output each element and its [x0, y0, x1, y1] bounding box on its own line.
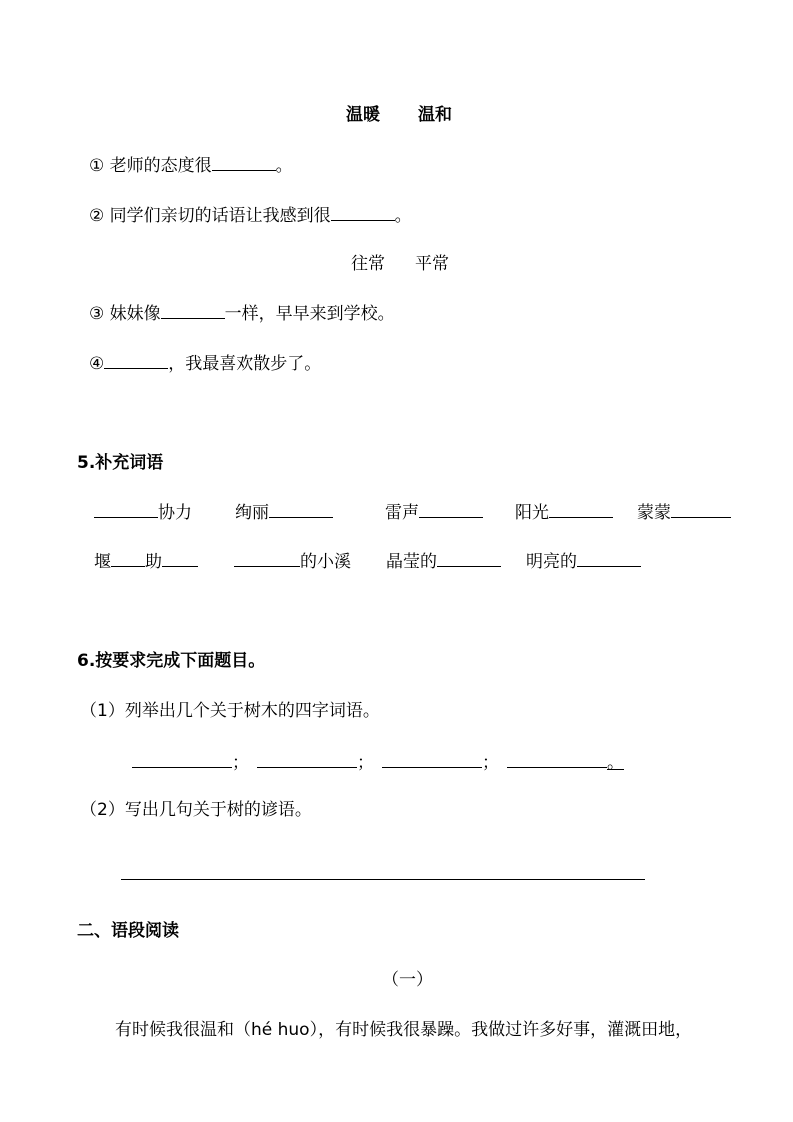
- separator: ；: [482, 753, 499, 773]
- item-text: 一样，早早来到学校。: [224, 304, 395, 324]
- part-2-title: 二、语段阅读: [77, 921, 179, 941]
- item-number: ④: [89, 354, 105, 374]
- word-text: 晶莹的: [386, 552, 437, 572]
- word-item: [234, 550, 351, 574]
- answer-blank[interactable]: [212, 154, 276, 171]
- answer-blank[interactable]: [234, 550, 300, 567]
- word-option: 温和: [418, 105, 452, 125]
- item-number: ③: [89, 304, 105, 324]
- word-text: 阳光: [515, 503, 549, 523]
- answer-blank[interactable]: [577, 550, 641, 567]
- answer-blank[interactable]: [549, 501, 613, 518]
- word-item: [385, 501, 483, 525]
- answer-blank[interactable]: [331, 204, 395, 221]
- answer-blank[interactable]: [419, 501, 483, 518]
- word-text: 的小溪: [300, 552, 351, 572]
- passage-subtitle: （一）: [382, 970, 433, 990]
- fill-item-3: [89, 302, 395, 326]
- section-6-title: 6.按要求完成下面题目。: [77, 651, 266, 671]
- word-text: 堰: [94, 552, 111, 572]
- item-text: 。: [275, 156, 293, 176]
- word-choice-row-2: [351, 252, 449, 276]
- answer-row-q1: [132, 751, 624, 775]
- word-option: 温暖: [346, 105, 380, 125]
- answer-blank[interactable]: [162, 550, 198, 567]
- answer-blank[interactable]: [257, 751, 357, 768]
- word-text: 蒙蒙: [637, 503, 671, 523]
- word-item: [235, 501, 333, 525]
- answer-blank[interactable]: [269, 501, 333, 518]
- section-5-title: 5.补充词语: [77, 453, 164, 473]
- item-text: 同学们亲切的话语让我感到很: [109, 206, 331, 226]
- word-item: [515, 501, 613, 525]
- word-option: 往常: [351, 254, 385, 274]
- word-text: 明亮的: [526, 552, 577, 572]
- word-text: 助: [145, 552, 162, 572]
- word-text: 雷声: [385, 503, 419, 523]
- item-number: ②: [89, 206, 105, 226]
- item-text: ，我最喜欢散步了。: [168, 354, 322, 374]
- separator: ；: [357, 753, 374, 773]
- word-text: 协力: [158, 503, 192, 523]
- separator: ；: [232, 753, 249, 773]
- item-text: 老师的态度很: [109, 156, 212, 176]
- answer-blank[interactable]: [507, 751, 607, 768]
- word-option: 平常: [415, 254, 449, 274]
- word-item: [526, 550, 641, 574]
- fill-item-1: [89, 154, 293, 178]
- item-number: ①: [89, 156, 105, 176]
- item-text: 妹妹像: [109, 304, 161, 324]
- answer-blank[interactable]: [382, 751, 482, 768]
- answer-blank[interactable]: [161, 302, 225, 319]
- word-item: [94, 550, 198, 574]
- item-text: 。: [394, 206, 412, 226]
- fill-item-2: [89, 204, 412, 228]
- word-choice-row-1: [346, 103, 452, 127]
- answer-blank[interactable]: [437, 550, 501, 567]
- word-item: [386, 550, 501, 574]
- answer-blank[interactable]: [671, 501, 731, 518]
- answer-blank[interactable]: [94, 501, 158, 518]
- word-text: 绚丽: [235, 503, 269, 523]
- fill-item-4: [89, 352, 321, 376]
- answer-blank[interactable]: [132, 751, 232, 768]
- question-2: （2）写出几句关于树的谚语。: [80, 800, 312, 820]
- separator: 。: [607, 753, 624, 773]
- word-item: [94, 501, 192, 525]
- passage-paragraph: 有时候我很温和（hé huo），有时候我很暴躁。我做过许多好事，灌溉田地，: [115, 1020, 693, 1040]
- word-item: [637, 501, 731, 525]
- answer-line-q2[interactable]: [121, 879, 645, 880]
- answer-blank[interactable]: [111, 550, 145, 567]
- answer-blank[interactable]: [104, 352, 168, 369]
- question-1: （1）列举出几个关于树木的四字词语。: [80, 701, 380, 721]
